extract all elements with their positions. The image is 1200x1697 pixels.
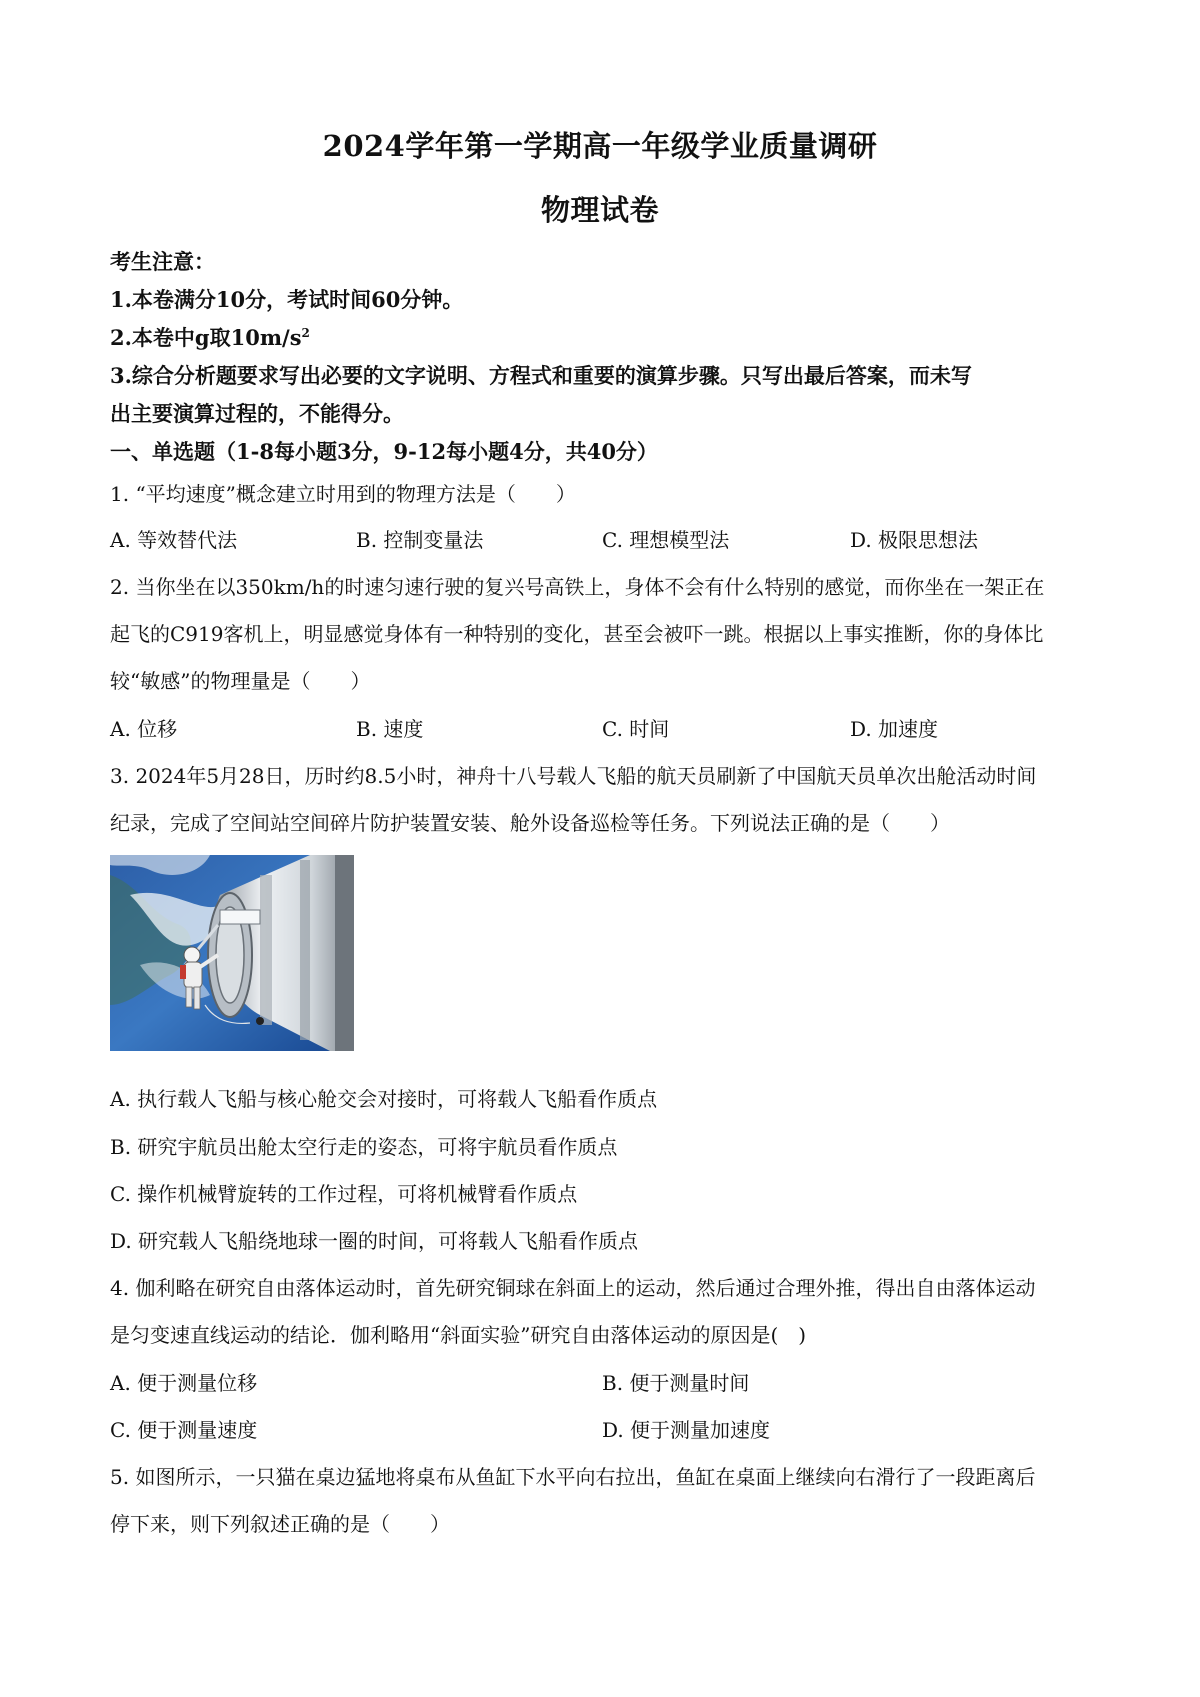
- question-4-option-b: B. 便于测量时间: [602, 1371, 750, 1395]
- question-4-option-d: D. 便于测量加速度: [602, 1418, 771, 1442]
- notice-heading: 考生注意：: [110, 249, 215, 274]
- astronaut-spacewalk-image: [110, 855, 354, 1051]
- question-1-option-c: C. 理想模型法: [602, 528, 730, 552]
- notice-item-3-line-2: 出主要演算过程的，不能得分。: [110, 401, 404, 426]
- question-2-line-3: 较“敏感”的物理量是（ ）: [110, 669, 371, 693]
- notice-item-2: [110, 322, 310, 352]
- question-1-option-b: B. 控制变量法: [356, 528, 484, 552]
- question-2-option-b: B. 速度: [356, 717, 424, 741]
- notice-item-1: 1.本卷满分10分，考试时间60分钟。: [110, 287, 464, 312]
- question-2-option-a: A. 位移: [110, 717, 178, 741]
- question-5-line-1: 5. 如图所示，一只猫在桌边猛地将桌布从鱼缸下水平向右拉出，鱼缸在桌面上继续向右滑行了一段距离后: [110, 1465, 1036, 1489]
- question-4-option-a: A. 便于测量位移: [110, 1371, 258, 1395]
- question-3-option-b: B. 研究宇航员出舱太空行走的姿态，可将宇航员看作质点: [110, 1135, 618, 1159]
- question-4-line-1: 4. 伽利略在研究自由落体运动时，首先研究铜球在斜面上的运动，然后通过合理外推，得出自由落体运动: [110, 1276, 1036, 1300]
- question-3-option-a: A. 执行载人飞船与核心舱交会对接时，可将载人飞船看作质点: [110, 1087, 658, 1111]
- question-2-option-d: D. 加速度: [850, 717, 939, 741]
- question-4-line-2: 是匀变速直线运动的结论．伽利略用“斜面实验”研究自由落体运动的原因是( ): [110, 1323, 807, 1347]
- question-2-line-2: 起飞的C919客机上，明显感觉身体有一种特别的变化，甚至会被吓一跳。根据以上事实推断，你的身体比: [110, 622, 1044, 646]
- question-1-option-a: A. 等效替代法: [110, 528, 238, 552]
- question-3-line-1: 3. 2024年5月28日，历时约8.5小时，神舟十八号载人飞船的航天员刷新了中国航天员单次出舱活动时间: [110, 764, 1037, 788]
- question-5-line-2: 停下来，则下列叙述正确的是（ ）: [110, 1512, 450, 1536]
- exam-subtitle: 物理试卷: [540, 193, 659, 227]
- notice-item-3-line-1: 3.综合分析题要求写出必要的文字说明、方程式和重要的演算步骤。只写出最后答案，而未写: [110, 363, 972, 388]
- notice-item-2-superscript: 2: [301, 326, 310, 340]
- question-3-line-2: 纪录，完成了空间站空间碎片防护装置安装、舱外设备巡检等任务。下列说法正确的是（ ）: [110, 811, 950, 835]
- question-2-option-c: C. 时间: [602, 717, 670, 741]
- question-4-option-c: C. 便于测量速度: [110, 1418, 258, 1442]
- question-1-option-d: D. 极限思想法: [850, 528, 979, 552]
- question-2-line-1: 2. 当你坐在以350km/h的时速匀速行驶的复兴号高铁上，身体不会有什么特别的感觉，而你坐在一架正在: [110, 575, 1045, 599]
- section-heading-single-choice: 一、单选题（1-8每小题3分，9-12每小题4分，共40分）: [110, 439, 658, 464]
- question-3-option-d: D. 研究载人飞船绕地球一圈的时间，可将载人飞船看作质点: [110, 1229, 639, 1253]
- question-3-option-c: C. 操作机械臂旋转的工作过程，可将机械臂看作质点: [110, 1182, 578, 1206]
- question-1-stem: 1. “平均速度”概念建立时用到的物理方法是（ ）: [110, 482, 576, 506]
- notice-item-2-text: 2.本卷中g取10m/s: [110, 325, 302, 350]
- exam-title: 2024学年第一学期高一年级学业质量调研: [322, 129, 878, 163]
